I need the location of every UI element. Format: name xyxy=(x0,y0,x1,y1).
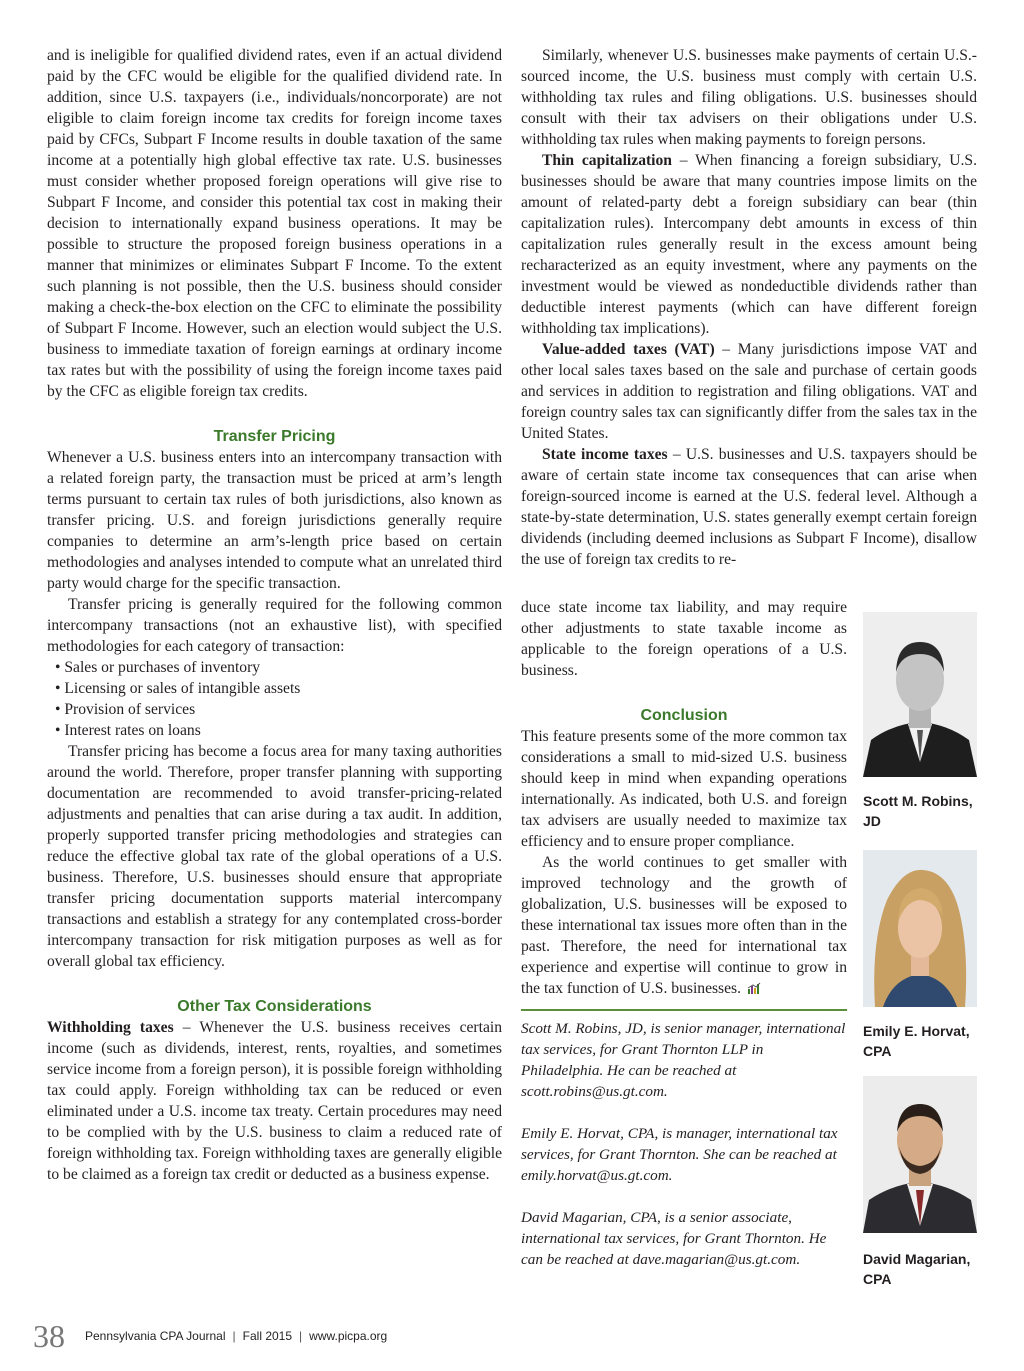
issue-label: Fall 2015 xyxy=(242,1329,293,1343)
other-tax-heading: Other Tax Considerations xyxy=(177,998,372,1015)
transfer-pricing-paragraph-3: Transfer pricing has become a focus area for many taxing authorities around the world. Therefore, proper transfer planning with supporting documentation are recommended to avoid transfer-pricing-related adjustments and penalties that can arise during a tax audit. In addition, properly supported transfer pricing methodologies and strategies can reduce the effective global tax rate of the global operations of a U.S. business. Therefore, U.S. businesses should ensure that appropriate transfer pricing documentation supports material intercompany transactions and establish a strategy for any contemplated cross-border intercompany transaction for risk mitigation purposes as well as for overall global tax efficiency. xyxy=(47,743,502,970)
withholding-text: – Whenever the U.S. business receives certain income (such as dividends, interest, rents, royalties, and sometimes service income from a foreign person), it is possible foreign withholding tax could apply. Foreign withholding tax can be reduced or even eliminated under a U.S. income tax treaty. Certain procedures may need to be complied with by the U.S. business to claim a reduced rate of foreign withholding tax. Foreign withholding taxes are generally eligible to be claimed as a foreign tax credit or deducted as a business expense. xyxy=(47,1019,502,1183)
portrait-image xyxy=(863,612,977,777)
bio-emily-horvat: Emily E. Horvat, CPA, is manager, international tax services, for Grant Thornton. She can be reached at emily.horvat@us.gt.com. xyxy=(521,1125,838,1184)
state-tax-paragraph xyxy=(521,444,977,570)
end-mark-icon xyxy=(747,982,761,995)
vat-text: – Many jurisdictions impose VAT and other local sales taxes based on the sale and purchase of certain goods and services in addition to registration and filing obligations. VAT and foreign country sales tax can significantly differ from the sales tax in the United States. xyxy=(521,341,977,442)
portrait-image xyxy=(863,1076,977,1233)
list-item: • Interest rates on loans xyxy=(55,722,201,739)
footer-separator: | xyxy=(232,1329,236,1343)
vat-paragraph xyxy=(521,339,977,444)
transfer-pricing-heading: Transfer Pricing xyxy=(213,428,336,445)
bio-david-magarian: David Magarian, CPA, is a senior associate, international tax services, for Grant Thornton. He can be reached at dave.magarian@us.gt.com. xyxy=(521,1209,827,1268)
vat-label: Value-added taxes (VAT) xyxy=(542,341,715,358)
thin-cap-paragraph xyxy=(521,150,977,339)
thin-cap-text: – When financing a foreign subsidiary, U.S. businesses should be aware that many countries impose limits on the amount of related-party debt a foreign subsidiary can bear (thin capitalization rules). Intercompany debt amounts in excess of thin capitalization rules generally result in the excess amount being recharacterized as an equity investment, where any payments on the investment would be viewed as nondeductible dividends rather than deductible interest payments (which can have different foreign withholding tax implications). xyxy=(521,152,977,337)
page-number: 38 xyxy=(33,1317,65,1354)
right-column-narrow xyxy=(521,597,847,1270)
us-withholding-paragraph: Similarly, whenever U.S. businesses make payments of certain U.S.-sourced income, the U.S. business must comply with certain U.S. withholding tax rules and filing obligations. U.S. businesses should consult with their tax advisers on their obligations under U.S. withholding tax rules when making payments to foreign persons. xyxy=(521,47,977,148)
caption-emily-horvat: Emily E. Horvat, CPA xyxy=(863,1023,970,1059)
website-link[interactable]: www.picpa.org xyxy=(309,1329,388,1343)
thin-cap-label: Thin capitalization xyxy=(542,152,672,169)
page-footer xyxy=(33,1318,387,1354)
transfer-pricing-paragraph-2: Transfer pricing is generally required for the following common intercompany transactions (not an exhaustive list), with specified methodologies for each category of transaction: xyxy=(47,596,502,655)
state-tax-continued: duce state income tax liability, and may require other adjustments to state taxable income as applicable to the foreign operations of a U.S. business. xyxy=(521,599,847,679)
transfer-pricing-list xyxy=(47,657,502,741)
conclusion-paragraph-1: This feature presents some of the more common tax considerations a small to mid-sized U.S. business should keep in mind when expanding operations internationally. As indicated, both U.S. and foreign tax advisers are usually needed to maximize tax efficiency and to ensure proper compliance. xyxy=(521,728,847,850)
bio-scott-robins: Scott M. Robins, JD, is senior manager, international tax services, for Grant Thornton LLP in Philadelphia. He can be reached at scott.robins@us.gt.com. xyxy=(521,1020,846,1100)
withholding-label: Withholding taxes xyxy=(47,1019,174,1036)
withholding-paragraph xyxy=(47,1017,502,1185)
caption-david-magarian: David Magarian, CPA xyxy=(863,1251,971,1287)
subpart-f-paragraph: and is ineligible for qualified dividend rates, even if an actual dividend paid by the CFC would be eligible for the qualified dividend rate. In addition, since U.S. taxpayers (i.e., individuals/noncorporate) are not eligible to claim foreign income tax credits for foreign income taxes paid by CFCs, Subpart F Income results in double taxation of the same income at a potentially high global effective tax rate. U.S. businesses must consider whether proposed foreign operations will give rise to Subpart F Income, and consider this potential tax cost in making their decision to internationally expand business operations. It may be possible to structure the proposed foreign business operations in a manner that minimizes or eliminates Subpart F Income. To the extent such planning is not possible, then the U.S. business should consider making a check-the-box election on the CFC to eliminate the possibility of Subpart F Income. However, such an election would subject the U.S. business to immediate taxation of foreign earnings at ordinary income tax rates but with the possibility of using the foreign income taxes paid by the CFC as eligible foreign tax credits. xyxy=(47,47,502,400)
bio-divider xyxy=(521,1009,847,1011)
right-column xyxy=(521,45,977,570)
transfer-pricing-paragraph-1: Whenever a U.S. business enters into an intercompany transaction with a related foreign party, the transaction must be priced at arm’s length terms pursuant to certain tax rules of both jurisdictions, also known as transfer pricing. U.S. and foreign jurisdictions generally require companies to determine an arm’s-length price based on certain methodologies and analyses intended to compute what an unrelated third party would charge for the specific transaction. xyxy=(47,449,502,592)
state-tax-text: – U.S. businesses and U.S. taxpayers should be aware of certain state income tax consequences that can arise when foreign-sourced income is earned at the U.S. federal level. Although a state-by-state determination, U.S. states generally exempt certain foreign dividends (including deemed inclusions as Subpart F Income), disallow the use of foreign tax credits to re- xyxy=(521,446,978,568)
photo-scott-robins xyxy=(863,612,977,777)
footer-separator: | xyxy=(299,1329,303,1343)
conclusion-heading: Conclusion xyxy=(640,707,728,724)
left-column xyxy=(47,45,502,1185)
state-tax-label: State income taxes xyxy=(542,446,668,463)
journal-name: Pennsylvania CPA Journal xyxy=(85,1329,226,1343)
portrait-image xyxy=(863,850,977,1007)
photo-emily-horvat xyxy=(863,850,977,1007)
conclusion-paragraph-2: As the world continues to get smaller with improved technology and the growth of globalization, U.S. businesses will be exposed to these international tax issues more often than in the past. Therefore, the need for international tax experience and expertise will continue to grow in the tax function of U.S. businesses. xyxy=(521,854,847,997)
photo-david-magarian xyxy=(863,1076,977,1233)
list-item: • Sales or purchases of inventory xyxy=(55,659,261,676)
list-item: • Licensing or sales of intangible assets xyxy=(55,680,301,697)
caption-scott-robins: Scott M. Robins, JD xyxy=(863,793,973,829)
list-item: • Provision of services xyxy=(55,701,196,718)
